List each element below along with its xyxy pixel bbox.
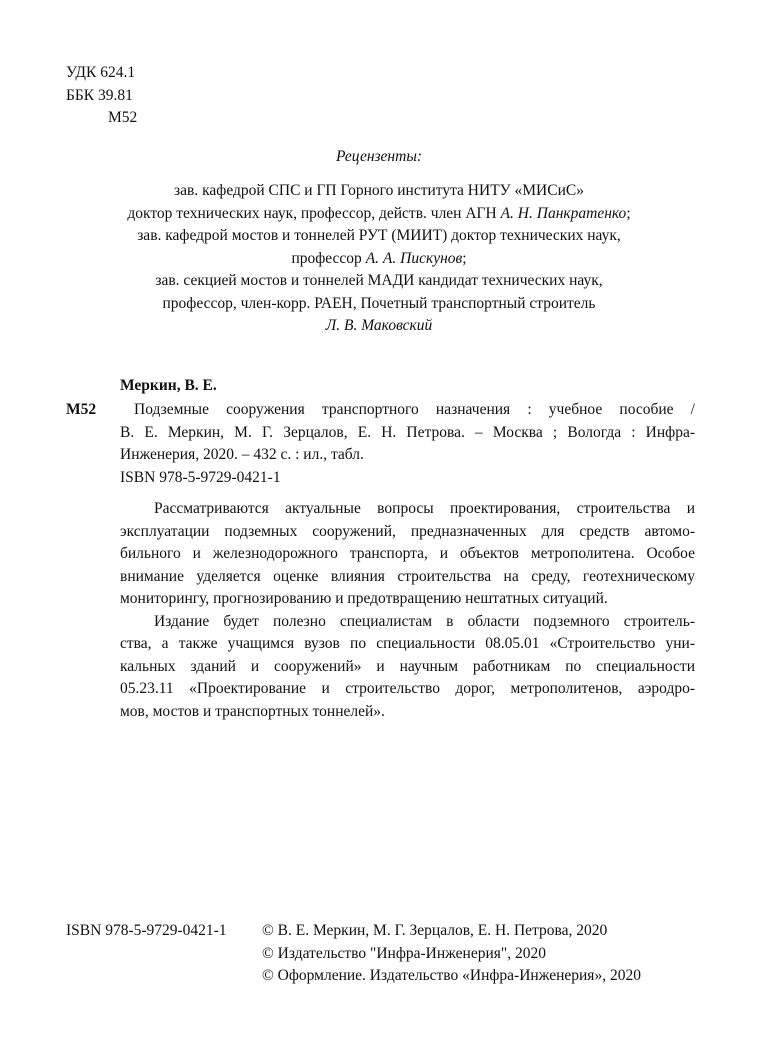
reviewer-line: зав. кафедрой мостов и тоннелей РУТ (МИИТ) доктор технических наук, <box>137 227 621 244</box>
reviewer-name: Л. В. Маковский <box>325 317 433 334</box>
reviewer-name: А. А. Пискунов <box>365 249 463 267</box>
bib-isbn: ISBN 978-5-9729-0421-1 <box>120 468 281 486</box>
author-heading: Меркин, В. Е. <box>120 377 217 394</box>
abstract-line: ства, а также учащимся вузов по специальности 08.05.01 «Строительство уни- <box>120 635 695 652</box>
udk-code: УДК 624.1 <box>66 64 136 81</box>
reviewer-line <box>60 248 698 271</box>
abstract-line: внимание уделяется оценке влияния строительства на среду, геотехническому <box>120 567 695 585</box>
author-sign: М52 <box>108 109 138 126</box>
abstract-line: Рассматриваются актуальные вопросы проектирования, строительства и <box>154 500 695 517</box>
copyright-line: © В. Е. Меркин, М. Г. Зерцалов, Е. Н. Петрова, 2020 <box>262 922 608 939</box>
abstract-line: кальных зданий и сооружений» и научным работникам по специальности <box>120 657 695 675</box>
reviewers-title: Рецензенты: <box>336 148 422 165</box>
copyright-block <box>262 920 641 988</box>
reviewer-line: зав. кафедрой СПС и ГП Горного института НИТУ «МИСиС» <box>174 182 584 199</box>
reviewer-text: профессор <box>291 249 366 267</box>
reviewer-line: зав. секцией мостов и тоннелей МАДИ кандидат технических наук, <box>155 272 603 289</box>
shelf-mark: М52 <box>66 401 97 418</box>
bibliographic-description <box>120 399 695 489</box>
bib-line: Инженерия, 2020. – 432 с. : ил., табл. <box>120 446 364 463</box>
reviewer-name: А. Н. Панкратенко <box>500 204 627 222</box>
reviewer-punct: ; <box>626 204 631 222</box>
abstract-line: 05.23.11 «Проектирование и строительство дорог, метрополитенов, аэродро- <box>120 680 695 697</box>
abstract-line: мов, мостов и транспортных тоннелей». <box>120 702 385 720</box>
reviewer-line: профессор, член-корр. РАЕН, Почетный транспортный строитель <box>162 294 596 312</box>
copyright-line: © Оформление. Издательство «Инфра-Инженерия», 2020 <box>262 967 641 984</box>
bib-line: Подземные сооружения транспортного назначения : учебное пособие / <box>134 401 695 418</box>
reviewers-list <box>60 180 698 338</box>
footer-isbn: ISBN 978-5-9729-0421-1 <box>66 922 227 939</box>
abstract <box>120 498 695 723</box>
abstract-line: бильного и железнодорожного транспорта, и объектов метрополитена. Особое <box>120 545 695 562</box>
abstract-line: эксплуатации подземных сооружений, предназначенных для средств автомо- <box>120 522 695 540</box>
reviewer-line <box>60 203 698 226</box>
bbk-code: ББК 39.81 <box>66 86 133 104</box>
reviewer-punct: ; <box>462 249 467 267</box>
bib-line: В. Е. Меркин, М. Г. Зерцалов, Е. Н. Петрова. – Москва ; Вологда : Инфра- <box>120 423 695 441</box>
reviewer-line <box>60 315 698 338</box>
abstract-line: Издание будет полезно специалистам в области подземного строитель- <box>154 612 695 630</box>
abstract-line: мониторингу, прогнозированию и предотвращению нештатных ситуаций. <box>120 590 608 607</box>
copyright-line: © Издательство "Инфра-Инженерия", 2020 <box>262 944 546 962</box>
reviewer-text: доктор технических наук, профессор, действ. член АГН <box>127 204 501 222</box>
classification-codes <box>66 62 137 130</box>
